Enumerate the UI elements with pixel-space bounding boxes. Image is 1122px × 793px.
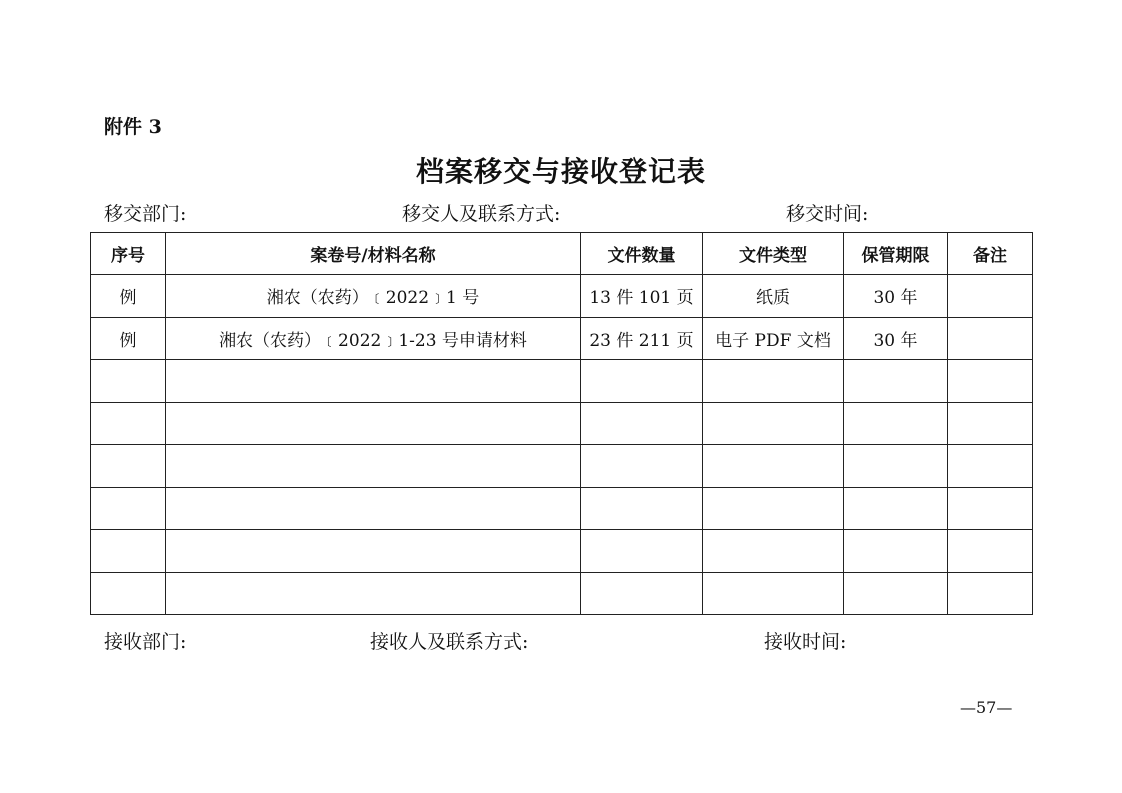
cell-file-name [166, 360, 581, 403]
cell-serial [91, 530, 166, 573]
cell-file-type [703, 487, 844, 530]
cell-file-type [703, 572, 844, 615]
transfer-dept-label: 移交部门: [104, 203, 187, 225]
table-row [91, 445, 1033, 488]
header-retention: 保管期限 [844, 233, 948, 275]
table-row [91, 317, 1033, 360]
cell-retention [844, 445, 948, 488]
transfer-person-label: 移交人及联系方式: [402, 203, 561, 225]
cell-file-type: 纸质 [703, 275, 844, 318]
receive-time-label: 接收时间: [764, 631, 847, 653]
cell-remarks [948, 445, 1033, 488]
cell-file-name [166, 402, 581, 445]
cell-quantity [581, 445, 703, 488]
cell-serial [91, 402, 166, 445]
cell-remarks [948, 317, 1033, 360]
cell-remarks [948, 275, 1033, 318]
cell-remarks [948, 360, 1033, 403]
table-header-row [91, 233, 1033, 275]
cell-retention: 30 年 [844, 275, 948, 318]
page-number: —57— [960, 698, 1013, 717]
cell-retention [844, 360, 948, 403]
header-quantity: 文件数量 [581, 233, 703, 275]
cell-quantity [581, 402, 703, 445]
cell-retention [844, 572, 948, 615]
cell-file-name [166, 572, 581, 615]
receive-person-label: 接收人及联系方式: [370, 631, 529, 653]
cell-remarks [948, 572, 1033, 615]
cell-retention: 30 年 [844, 317, 948, 360]
cell-retention [844, 530, 948, 573]
cell-remarks [948, 530, 1033, 573]
receive-info-row [0, 627, 1122, 655]
register-table [90, 232, 1033, 615]
header-file-type: 文件类型 [703, 233, 844, 275]
header-remarks: 备注 [948, 233, 1033, 275]
cell-file-name: 湘农（农药）﹝2022﹞1-23 号申请材料 [166, 317, 581, 360]
cell-quantity: 23 件 211 页 [581, 317, 703, 360]
cell-serial [91, 572, 166, 615]
cell-quantity: 13 件 101 页 [581, 275, 703, 318]
cell-quantity [581, 360, 703, 403]
cell-file-name [166, 487, 581, 530]
cell-file-type: 电子 PDF 文档 [703, 317, 844, 360]
cell-remarks [948, 487, 1033, 530]
table-row [91, 572, 1033, 615]
receive-dept-label: 接收部门: [104, 631, 187, 653]
header-file-name: 案卷号/材料名称 [166, 233, 581, 275]
cell-serial: 例 [91, 275, 166, 318]
transfer-time-label: 移交时间: [786, 203, 869, 225]
form-title: 档案移交与接收登记表 [415, 155, 706, 188]
table-row [91, 530, 1033, 573]
cell-quantity [581, 530, 703, 573]
cell-retention [844, 487, 948, 530]
header-serial: 序号 [91, 233, 166, 275]
cell-file-name [166, 445, 581, 488]
cell-file-type [703, 445, 844, 488]
table-row [91, 275, 1033, 318]
transfer-info-row [0, 199, 1122, 227]
cell-file-type [703, 530, 844, 573]
cell-file-name: 湘农（农药）﹝2022﹞1 号 [166, 275, 581, 318]
cell-serial [91, 445, 166, 488]
cell-file-type [703, 360, 844, 403]
cell-remarks [948, 402, 1033, 445]
cell-serial [91, 487, 166, 530]
cell-serial: 例 [91, 317, 166, 360]
cell-quantity [581, 487, 703, 530]
cell-file-type [703, 402, 844, 445]
table-row [91, 487, 1033, 530]
cell-retention [844, 402, 948, 445]
cell-serial [91, 360, 166, 403]
attachment-label: 附件 3 [104, 116, 162, 138]
cell-quantity [581, 572, 703, 615]
table-row [91, 402, 1033, 445]
cell-file-name [166, 530, 581, 573]
table-row [91, 360, 1033, 403]
